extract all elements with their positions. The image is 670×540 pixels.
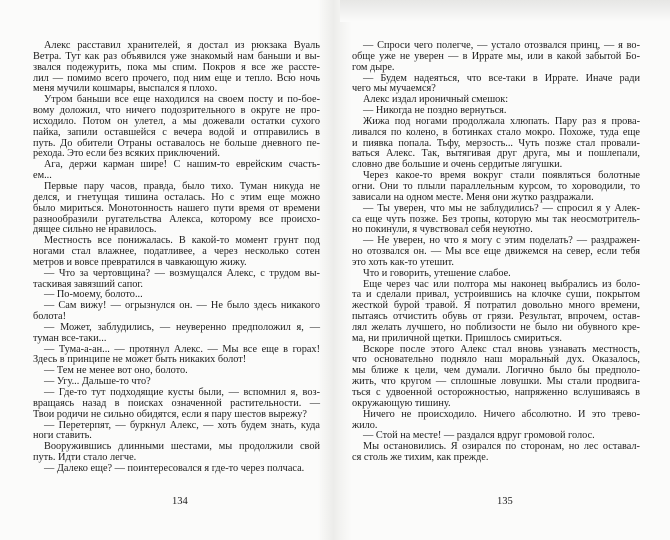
text-line: делся, и гнетущая тишина осталась. Но с этим еще можно	[33, 191, 320, 203]
text-line: таскивая завязший сапог.	[33, 278, 144, 290]
paragraph	[352, 74, 640, 96]
paragraph	[352, 442, 640, 464]
text-line: окружающую тишину.	[352, 397, 451, 409]
text-line: звался подежурить, пока мы спим. Покров я все же рассте-	[33, 61, 320, 73]
text-line: — Перетерпят, — буркнул Алекс, — хоть будем знать, куда	[44, 419, 320, 431]
paragraph	[352, 410, 640, 432]
text-line: путь. Идти стало легче.	[33, 452, 137, 464]
text-line: лял желать лучшего, но поблизости не было ни обувного кре-	[352, 321, 640, 333]
paragraph	[352, 269, 640, 280]
text-line: было мириться. Монотонность нашего пути время от времени	[33, 202, 320, 214]
paragraph	[33, 421, 320, 443]
paragraph	[352, 236, 640, 269]
text-line: Утром баньши все еще находился на своем посту и по-бое-	[44, 94, 320, 106]
text-line: Через какое-то время вокруг стали появляться болотные	[363, 170, 640, 182]
scan-edge-shadow	[340, 0, 670, 22]
text-line: — Далеко еще? — поинтересовался я где-то через полчаса.	[44, 462, 305, 474]
text-line: Еще через час или полтора мы наконец выбрались из боло-	[363, 278, 640, 290]
paragraph	[33, 160, 320, 182]
paragraph	[33, 464, 320, 475]
text-line: — Что за чертовщина? — возмущался Алекс, с трудом вы-	[44, 267, 320, 279]
text-line: зависали на одном месте. Меня они жутко раздражали.	[352, 191, 594, 203]
paragraph	[352, 117, 640, 171]
text-line: Ага, держи карман шире! С нашим-то еврейским счасть-	[44, 159, 320, 171]
paragraph	[352, 280, 640, 345]
text-line: — Тума-а-ан... — протянул Алекс. — Мы все еще в горах!	[44, 343, 320, 355]
text-line: ваться Алекс. Так, вытягивая друг друга, мы и пошлепали,	[352, 148, 640, 160]
text-line: Здесь в принципе не может быть никаких болот!	[33, 354, 247, 366]
text-line: гом дыре.	[352, 61, 395, 73]
text-line: меня мучили кошмары, выспался я плохо.	[33, 83, 218, 95]
text-line: жить, что кругом — сплошные ловушки. Мы стали продвига-	[352, 376, 640, 388]
text-line: ноги ставить.	[33, 430, 92, 442]
paragraph	[33, 95, 320, 160]
text-line: метров и вовсе превратился в чавкающую жижу.	[33, 256, 247, 268]
text-line: ма, ни приличной щетки. Пришлось смириться.	[352, 332, 562, 344]
text-line: та и сделали привал, устроившись на клочке суши, покрытом	[352, 289, 640, 301]
paragraph	[33, 388, 320, 421]
text-line: — Стой на месте! — раздался вдруг громовой голос.	[363, 430, 595, 442]
right-page-text	[352, 41, 640, 464]
text-line: чего мы мучаемся?	[352, 83, 436, 95]
paragraph	[33, 345, 320, 367]
paragraph	[33, 301, 320, 323]
text-line: огни. Они то плыли параллельным курсом, то хороводили, то	[352, 180, 640, 192]
text-line: словно две большие и очень сердитые лягушки.	[352, 159, 563, 171]
left-page-text	[33, 41, 320, 475]
text-line: — Спроси чего полегче, — устало отозвался принц, — я во-	[363, 40, 640, 51]
text-line: — Угу... Дальше-то что?	[44, 376, 151, 388]
text-line: исходило. Потом он улетел, а мы дожевали остатки сухого	[33, 115, 320, 127]
text-line: Ничего не происходило. Ничего абсолютно. И это трево-	[363, 408, 640, 420]
text-line: рехода. Это если без всяких приключений.	[33, 148, 220, 160]
text-line: лил — помимо всего прочего, под ним еще и тепло. Всю ночь	[33, 72, 320, 84]
text-line: ся столь же тихим, как прежде.	[352, 452, 489, 464]
text-line: Что и говорить, утешение слабое.	[363, 267, 511, 279]
text-line: ногами стал влажнее, податливее, а через несколько сотен	[33, 246, 320, 258]
page-number-right: 135	[497, 496, 513, 507]
text-line: туман все-таки...	[33, 332, 107, 344]
text-line: Твои родичи не сильно обидятся, если я пару шестов вырежу?	[33, 408, 307, 420]
text-line: — По-моему, болото...	[44, 289, 143, 301]
text-line: — Где-то тут подходящие кусты были, — вспомнил я, воз-	[44, 387, 320, 398]
text-line: дящее сильно не нравилось.	[33, 224, 157, 236]
text-line: Вооружившись длинными шестами, мы продолжили свой	[44, 441, 320, 453]
paragraph	[352, 204, 640, 237]
text-line: пайка, запили оставшейся с вечера водой и отправились в	[33, 126, 320, 138]
text-line: — Ты уверен, что мы не заблудились? — спросил я у Алек-	[363, 202, 640, 214]
text-line: это хоть как-то утешит.	[352, 256, 454, 268]
text-line: Жижа под ногами продолжала хлюпать. Пару раз я прова-	[363, 115, 640, 127]
book-gutter-shadow	[318, 0, 352, 540]
text-line: но отозвался он. — Мы все еще движемся на север, если тебя	[352, 246, 640, 258]
text-line: — Сам вижу! — огрызнулся он. — Не было здесь никакого	[44, 300, 320, 312]
text-line: ливался по колено, в ботинках стало мокро. Похоже, туда еще	[352, 126, 640, 138]
paragraph	[352, 345, 640, 410]
text-line: обще уже не уверен — в Иррате мы, или в какой забытой Бо-	[352, 50, 640, 62]
text-line: ем...	[33, 170, 52, 182]
paragraph	[33, 442, 320, 464]
text-line: жесткой бурой травой. Я потратил довольно много времени,	[352, 300, 640, 312]
text-line: са еще чуть позже. Без тропы, которую мы так неосмотритель-	[352, 213, 640, 225]
paragraph	[33, 323, 320, 345]
paragraph	[33, 182, 320, 236]
text-line: Первые пару часов, правда, было тихо. Туман никуда не	[44, 180, 320, 192]
text-line: — Может, заблудились, — неуверенно предположил я, —	[44, 321, 320, 333]
paragraph	[33, 41, 320, 95]
text-line: Алекс издал ироничный смешок:	[363, 94, 509, 106]
text-line: но покинули, я чувствовал себя неуютно.	[352, 224, 533, 236]
text-line: — Будем надеяться, что все-таки в Иррате. Иначе ради	[363, 72, 640, 84]
text-line: Мы остановились. Я озирался по сторонам, но лес оставал-	[363, 441, 640, 453]
text-line: — Тем не менее вот оно, болото.	[44, 365, 188, 377]
text-line: ться с удвоенной осторожностью, напряженно вслушиваясь в	[352, 387, 640, 398]
text-line: Вскоре после этого Алекс стал вновь узнавать местность,	[363, 343, 640, 355]
paragraph	[352, 171, 640, 204]
text-line: вому доложил, что ничего подозрительного в округе не про-	[33, 105, 320, 117]
text-line: разнообразили ругательства Алекса, которому все происхо-	[33, 213, 320, 225]
text-line: вращаясь назад в поисках означенной растительности. —	[33, 397, 320, 409]
text-line: что основательно подняло наш моральный дух. Оказалось,	[352, 354, 640, 366]
text-line: — Никогда не поздно вернуться.	[363, 105, 507, 117]
text-line: пытаясь отчистить обувь от грязи. Результат, впрочем, остав-	[352, 311, 640, 323]
text-line: мы ближе к цели, чем думали. Логично было бы предполо-	[352, 365, 640, 377]
paragraph	[33, 236, 320, 269]
text-line: жило.	[352, 419, 378, 431]
page-number-left: 134	[172, 496, 188, 507]
paragraph	[352, 41, 640, 74]
text-line: — Не уверен, но что я могу с этим поделать? — раздражен-	[363, 235, 640, 247]
text-line: и пиявка попала. Тьфу, мерзость... Чуть позже стал провали-	[352, 137, 640, 149]
paragraph	[33, 269, 320, 291]
text-line: Местность все понижалась. В какой-то момент грунт под	[44, 235, 320, 247]
text-line: болота!	[33, 311, 67, 323]
text-line: путь. До обители Отраны оставалось не больше дневного пе-	[33, 137, 320, 149]
text-line: Алекс расставил хранителей, я достал из рюкзака Вуаль	[44, 40, 320, 51]
text-line: Ветра. Тут как раз объявился уже знакомый нам баньши и вы-	[33, 50, 320, 62]
